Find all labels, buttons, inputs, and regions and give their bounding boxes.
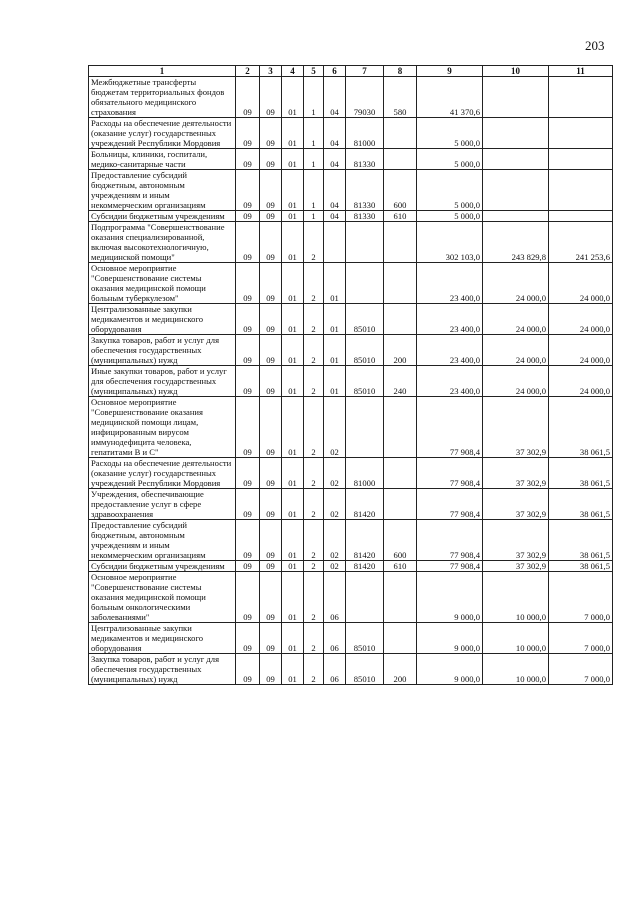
column-header: 3: [260, 66, 282, 77]
direction-code-cell: 81330: [346, 211, 384, 222]
amount-year-2-cell: 24 000,0: [483, 263, 549, 304]
section-code-cell: 09: [236, 263, 260, 304]
amount-year-2-cell: [483, 118, 549, 149]
program-code-cell: 01: [282, 170, 304, 211]
program-code-cell: 01: [282, 654, 304, 685]
table-row: [89, 77, 613, 118]
activity-code-cell: 06: [324, 654, 346, 685]
row-name-cell: Межбюджетные трансферты бюджетам территориальных фондов обязательного медицинского страхования: [89, 77, 236, 118]
subsection-code-cell: 09: [260, 397, 282, 458]
activity-code-cell: 01: [324, 263, 346, 304]
subsection-code-cell: 09: [260, 222, 282, 263]
program-code-cell: 01: [282, 263, 304, 304]
activity-code-cell: 04: [324, 118, 346, 149]
direction-code-cell: 81000: [346, 118, 384, 149]
section-code-cell: 09: [236, 458, 260, 489]
expense-type-cell: [384, 118, 417, 149]
subprogram-code-cell: 2: [304, 335, 324, 366]
page-number: 203: [585, 38, 605, 53]
amount-year-2-cell: [483, 170, 549, 211]
program-code-cell: 01: [282, 561, 304, 572]
column-header: 6: [324, 66, 346, 77]
activity-code-cell: 02: [324, 520, 346, 561]
subsection-code-cell: 09: [260, 263, 282, 304]
amount-year-3-cell: 24 000,0: [549, 335, 613, 366]
activity-code-cell: 02: [324, 561, 346, 572]
subprogram-code-cell: 2: [304, 458, 324, 489]
row-name-cell: Субсидии бюджетным учреждениям: [89, 211, 236, 222]
subprogram-code-cell: 2: [304, 222, 324, 263]
amount-year-1-cell: 9 000,0: [417, 654, 483, 685]
activity-code-cell: 04: [324, 149, 346, 170]
table-row: [89, 149, 613, 170]
row-name-cell: Закупка товаров, работ и услуг для обеспечения государственных (муниципальных) нужд: [89, 654, 236, 685]
subsection-code-cell: 09: [260, 304, 282, 335]
direction-code-cell: 81330: [346, 149, 384, 170]
expense-type-cell: 610: [384, 211, 417, 222]
row-name-cell: Централизованные закупки медикаментов и медицинского оборудования: [89, 304, 236, 335]
amount-year-3-cell: 38 061,5: [549, 489, 613, 520]
amount-year-3-cell: [549, 118, 613, 149]
table-row: [89, 489, 613, 520]
row-name-cell: Основное мероприятие "Совершенствование системы оказания медицинской помощи больным туберкулезом": [89, 263, 236, 304]
activity-code-cell: 06: [324, 572, 346, 623]
subsection-code-cell: 09: [260, 572, 282, 623]
amount-year-3-cell: 24 000,0: [549, 366, 613, 397]
row-name-cell: Расходы на обеспечение деятельности (оказание услуг) государственных учреждений Республики Мордовия: [89, 118, 236, 149]
expense-type-cell: 240: [384, 366, 417, 397]
amount-year-3-cell: 7 000,0: [549, 623, 613, 654]
direction-code-cell: 81420: [346, 520, 384, 561]
program-code-cell: 01: [282, 489, 304, 520]
amount-year-2-cell: 10 000,0: [483, 572, 549, 623]
subprogram-code-cell: 2: [304, 304, 324, 335]
row-name-cell: Основное мероприятие "Совершенствование оказания медицинской помощи лицам, инфицированным вирусом иммунодефицита человека, гепатитами В и С": [89, 397, 236, 458]
row-name-cell: Основное мероприятие "Совершенствование системы оказания медицинской помощи больным онкологическими заболеваниями": [89, 572, 236, 623]
section-code-cell: 09: [236, 489, 260, 520]
expense-type-cell: [384, 623, 417, 654]
expense-type-cell: [384, 489, 417, 520]
subprogram-code-cell: 2: [304, 561, 324, 572]
amount-year-2-cell: 24 000,0: [483, 366, 549, 397]
subsection-code-cell: 09: [260, 458, 282, 489]
amount-year-2-cell: 243 829,8: [483, 222, 549, 263]
table-row: [89, 397, 613, 458]
table-row: [89, 623, 613, 654]
subprogram-code-cell: 2: [304, 366, 324, 397]
subprogram-code-cell: 2: [304, 623, 324, 654]
amount-year-3-cell: [549, 211, 613, 222]
section-code-cell: 09: [236, 170, 260, 211]
subsection-code-cell: 09: [260, 170, 282, 211]
direction-code-cell: [346, 397, 384, 458]
amount-year-3-cell: 241 253,6: [549, 222, 613, 263]
expense-type-cell: [384, 222, 417, 263]
table-row: [89, 263, 613, 304]
amount-year-1-cell: 77 908,4: [417, 458, 483, 489]
amount-year-1-cell: 5 000,0: [417, 170, 483, 211]
direction-code-cell: 81330: [346, 170, 384, 211]
direction-code-cell: [346, 572, 384, 623]
expense-type-cell: [384, 458, 417, 489]
table-row: [89, 211, 613, 222]
amount-year-1-cell: 5 000,0: [417, 211, 483, 222]
amount-year-3-cell: 38 061,5: [549, 561, 613, 572]
subprogram-code-cell: 1: [304, 118, 324, 149]
program-code-cell: 01: [282, 520, 304, 561]
expense-type-cell: 600: [384, 170, 417, 211]
amount-year-1-cell: 41 370,6: [417, 77, 483, 118]
section-code-cell: 09: [236, 572, 260, 623]
direction-code-cell: 85010: [346, 366, 384, 397]
amount-year-1-cell: 5 000,0: [417, 149, 483, 170]
table-row: [89, 520, 613, 561]
amount-year-1-cell: 77 908,4: [417, 397, 483, 458]
amount-year-2-cell: 37 302,9: [483, 561, 549, 572]
direction-code-cell: 81420: [346, 489, 384, 520]
program-code-cell: 01: [282, 77, 304, 118]
amount-year-2-cell: 10 000,0: [483, 654, 549, 685]
activity-code-cell: 01: [324, 335, 346, 366]
column-header: 2: [236, 66, 260, 77]
expense-type-cell: 600: [384, 520, 417, 561]
subprogram-code-cell: 1: [304, 77, 324, 118]
column-header: 7: [346, 66, 384, 77]
expense-type-cell: [384, 263, 417, 304]
activity-code-cell: 06: [324, 623, 346, 654]
amount-year-1-cell: 77 908,4: [417, 520, 483, 561]
section-code-cell: 09: [236, 397, 260, 458]
activity-code-cell: 01: [324, 304, 346, 335]
program-code-cell: 01: [282, 222, 304, 263]
subprogram-code-cell: 1: [304, 211, 324, 222]
program-code-cell: 01: [282, 149, 304, 170]
expense-type-cell: 200: [384, 654, 417, 685]
section-code-cell: 09: [236, 118, 260, 149]
amount-year-1-cell: 23 400,0: [417, 304, 483, 335]
amount-year-1-cell: 5 000,0: [417, 118, 483, 149]
amount-year-3-cell: 24 000,0: [549, 304, 613, 335]
table-body: [89, 77, 613, 685]
section-code-cell: 09: [236, 149, 260, 170]
amount-year-2-cell: 37 302,9: [483, 458, 549, 489]
table-row: [89, 572, 613, 623]
column-header: 5: [304, 66, 324, 77]
row-name-cell: Закупка товаров, работ и услуг для обеспечения государственных (муниципальных) нужд: [89, 335, 236, 366]
section-code-cell: 09: [236, 623, 260, 654]
amount-year-3-cell: 7 000,0: [549, 654, 613, 685]
amount-year-3-cell: 38 061,5: [549, 520, 613, 561]
subsection-code-cell: 09: [260, 366, 282, 397]
column-header: 8: [384, 66, 417, 77]
expense-type-cell: 610: [384, 561, 417, 572]
table-row: [89, 304, 613, 335]
table-row: [89, 170, 613, 211]
amount-year-2-cell: 24 000,0: [483, 335, 549, 366]
row-name-cell: Субсидии бюджетным учреждениям: [89, 561, 236, 572]
row-name-cell: Предоставление субсидий бюджетным, автономным учреждениям и иным некоммерческим организациям: [89, 520, 236, 561]
activity-code-cell: 02: [324, 458, 346, 489]
row-name-cell: Централизованные закупки медикаментов и медицинского оборудования: [89, 623, 236, 654]
amount-year-2-cell: [483, 77, 549, 118]
budget-table: [88, 65, 613, 685]
row-name-cell: Учреждения, обеспечивающие предоставление услуг в сфере здравоохранения: [89, 489, 236, 520]
table-row: [89, 654, 613, 685]
direction-code-cell: 81420: [346, 561, 384, 572]
row-name-cell: Предоставление субсидий бюджетным, автономным учреждениям и иным некоммерческим организациям: [89, 170, 236, 211]
section-code-cell: 09: [236, 304, 260, 335]
amount-year-1-cell: 23 400,0: [417, 366, 483, 397]
activity-code-cell: 01: [324, 366, 346, 397]
table-row: [89, 366, 613, 397]
amount-year-3-cell: [549, 149, 613, 170]
row-name-cell: Больницы, клиники, госпитали, медико-санитарные части: [89, 149, 236, 170]
activity-code-cell: 02: [324, 489, 346, 520]
section-code-cell: 09: [236, 366, 260, 397]
section-code-cell: 09: [236, 222, 260, 263]
subprogram-code-cell: 2: [304, 520, 324, 561]
program-code-cell: 01: [282, 458, 304, 489]
amount-year-2-cell: 37 302,9: [483, 520, 549, 561]
subsection-code-cell: 09: [260, 149, 282, 170]
direction-code-cell: 85010: [346, 304, 384, 335]
subprogram-code-cell: 2: [304, 397, 324, 458]
direction-code-cell: [346, 263, 384, 304]
amount-year-3-cell: 7 000,0: [549, 572, 613, 623]
activity-code-cell: 02: [324, 397, 346, 458]
amount-year-2-cell: [483, 211, 549, 222]
expense-type-cell: 580: [384, 77, 417, 118]
column-header: 4: [282, 66, 304, 77]
subprogram-code-cell: 1: [304, 149, 324, 170]
amount-year-1-cell: 77 908,4: [417, 561, 483, 572]
amount-year-2-cell: 10 000,0: [483, 623, 549, 654]
amount-year-2-cell: 37 302,9: [483, 397, 549, 458]
subsection-code-cell: 09: [260, 489, 282, 520]
amount-year-2-cell: [483, 149, 549, 170]
section-code-cell: 09: [236, 211, 260, 222]
section-code-cell: 09: [236, 654, 260, 685]
program-code-cell: 01: [282, 211, 304, 222]
row-name-cell: Подпрограмма "Совершенствование оказания специализированной, включая высокотехнологичную, медицинской помощи": [89, 222, 236, 263]
program-code-cell: 01: [282, 397, 304, 458]
expense-type-cell: [384, 149, 417, 170]
subsection-code-cell: 09: [260, 77, 282, 118]
amount-year-1-cell: 9 000,0: [417, 572, 483, 623]
direction-code-cell: 81000: [346, 458, 384, 489]
column-header: 1: [89, 66, 236, 77]
activity-code-cell: 04: [324, 211, 346, 222]
program-code-cell: 01: [282, 335, 304, 366]
amount-year-3-cell: [549, 170, 613, 211]
row-name-cell: Расходы на обеспечение деятельности (оказание услуг) государственных учреждений Республики Мордовия: [89, 458, 236, 489]
direction-code-cell: 85010: [346, 654, 384, 685]
table-row: [89, 458, 613, 489]
column-header: 9: [417, 66, 483, 77]
subprogram-code-cell: 2: [304, 572, 324, 623]
program-code-cell: 01: [282, 304, 304, 335]
amount-year-3-cell: [549, 77, 613, 118]
program-code-cell: 01: [282, 366, 304, 397]
section-code-cell: 09: [236, 561, 260, 572]
table-header-row: [89, 66, 613, 77]
row-name-cell: Иные закупки товаров, работ и услуг для обеспечения государственных (муниципальных) нужд: [89, 366, 236, 397]
subprogram-code-cell: 1: [304, 170, 324, 211]
table-row: [89, 335, 613, 366]
activity-code-cell: 04: [324, 170, 346, 211]
direction-code-cell: 85010: [346, 335, 384, 366]
amount-year-2-cell: 24 000,0: [483, 304, 549, 335]
section-code-cell: 09: [236, 335, 260, 366]
direction-code-cell: 85010: [346, 623, 384, 654]
subprogram-code-cell: 2: [304, 263, 324, 304]
amount-year-1-cell: 9 000,0: [417, 623, 483, 654]
amount-year-3-cell: 38 061,5: [549, 397, 613, 458]
activity-code-cell: [324, 222, 346, 263]
subsection-code-cell: 09: [260, 335, 282, 366]
table-row: [89, 561, 613, 572]
subsection-code-cell: 09: [260, 520, 282, 561]
subsection-code-cell: 09: [260, 654, 282, 685]
column-header: 11: [549, 66, 613, 77]
amount-year-1-cell: 23 400,0: [417, 263, 483, 304]
program-code-cell: 01: [282, 623, 304, 654]
subsection-code-cell: 09: [260, 623, 282, 654]
subsection-code-cell: 09: [260, 561, 282, 572]
amount-year-1-cell: 302 103,0: [417, 222, 483, 263]
direction-code-cell: 79030: [346, 77, 384, 118]
expense-type-cell: [384, 304, 417, 335]
amount-year-1-cell: 77 908,4: [417, 489, 483, 520]
amount-year-3-cell: 38 061,5: [549, 458, 613, 489]
amount-year-1-cell: 23 400,0: [417, 335, 483, 366]
expense-type-cell: [384, 572, 417, 623]
subprogram-code-cell: 2: [304, 489, 324, 520]
table-row: [89, 222, 613, 263]
direction-code-cell: [346, 222, 384, 263]
program-code-cell: 01: [282, 118, 304, 149]
table-row: [89, 118, 613, 149]
expense-type-cell: 200: [384, 335, 417, 366]
subprogram-code-cell: 2: [304, 654, 324, 685]
section-code-cell: 09: [236, 520, 260, 561]
subsection-code-cell: 09: [260, 211, 282, 222]
expense-type-cell: [384, 397, 417, 458]
amount-year-3-cell: 24 000,0: [549, 263, 613, 304]
column-header: 10: [483, 66, 549, 77]
subsection-code-cell: 09: [260, 118, 282, 149]
amount-year-2-cell: 37 302,9: [483, 489, 549, 520]
section-code-cell: 09: [236, 77, 260, 118]
activity-code-cell: 04: [324, 77, 346, 118]
program-code-cell: 01: [282, 572, 304, 623]
